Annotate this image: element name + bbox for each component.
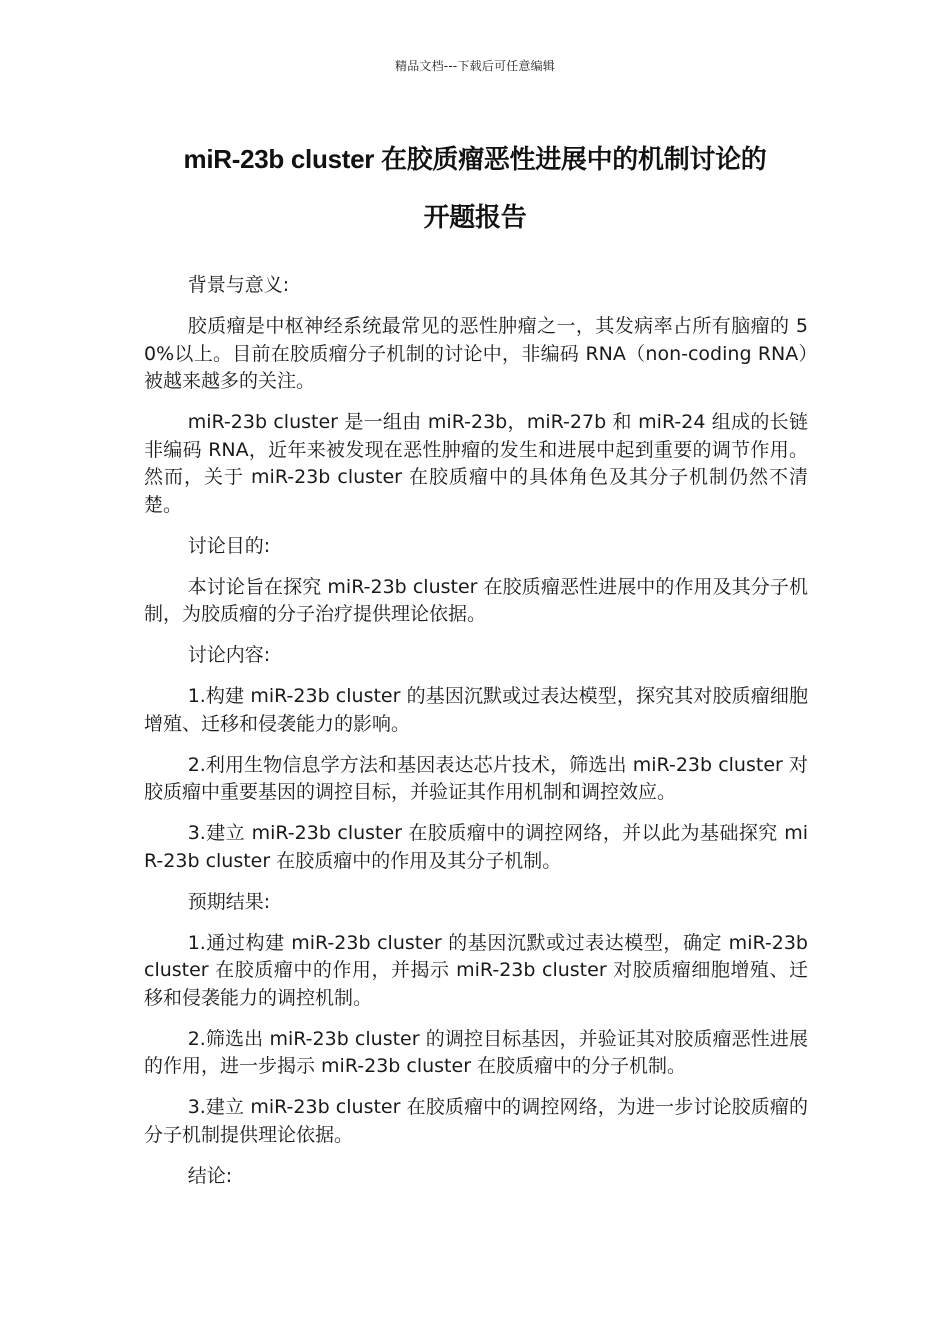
paragraph-results-1: 1.通过构建 miR-23b cluster 的基因沉默或过表达模型，确定 miR-23b cluster 在胶质瘤中的作用，并揭示 miR-23b cluster 对胶质瘤细胞增殖、迁移和侵袭能力的调控机制。 <box>144 931 808 1009</box>
paragraph-content-2: 2.利用生物信息学方法和基因表达芯片技术，筛选出 miR-23b cluster 对胶质瘤中重要基因的调控目标，并验证其作用机制和调控效应。 <box>144 753 808 803</box>
section-heading-purpose: 讨论目的: <box>187 534 271 557</box>
paragraph-results-2: 2.筛选出 miR-23b cluster 的调控目标基因，并验证其对胶质瘤恶性进展的作用，进一步揭示 miR-23b cluster 在胶质瘤中的分子机制。 <box>144 1027 808 1077</box>
document-title-line-2: 开题报告 <box>423 202 527 232</box>
section-heading-content: 讨论内容: <box>187 644 271 666</box>
document-header-note: 精品文档---下载后可任意编辑 <box>395 59 555 73</box>
paragraph-content-1: 1.构建 miR-23b cluster 的基因沉默或过表达模型，探究其对胶质瘤细胞增殖、迁移和侵袭能力的影响。 <box>144 685 808 735</box>
paragraph-results-3: 3.建立 miR-23b cluster 在胶质瘤中的调控网络，为进一步讨论胶质瘤的分子机制提供理论依据。 <box>144 1096 808 1146</box>
section-heading-background: 背景与意义: <box>187 274 290 296</box>
document-title-line-1: miR-23b cluster 在胶质瘤恶性进展中的机制讨论的 <box>183 144 767 174</box>
section-heading-conclusion: 结论: <box>187 1164 233 1187</box>
paragraph-content-3: 3.建立 miR-23b cluster 在胶质瘤中的调控网络，并以此为基础探究 miR-23b cluster 在胶质瘤中的作用及其分子机制。 <box>144 822 808 872</box>
section-heading-results: 预期结果: <box>187 890 271 913</box>
paragraph-purpose-1: 本讨论旨在探究 miR-23b cluster 在胶质瘤恶性进展中的作用及其分子机制，为胶质瘤的分子治疗提供理论依据。 <box>144 575 808 625</box>
document-body <box>144 272 808 1204</box>
paragraph-background-2: miR-23b cluster 是一组由 miR-23b，miR-27b 和 miR-24 组成的长链非编码 RNA，近年来被发现在恶性肿瘤的发生和进展中起到重要的调节作用。然而，关于 miR-23b cluster 在胶质瘤中的具体角色及其分子机制仍然不清楚。 <box>144 411 808 516</box>
paragraph-background-1: 胶质瘤是中枢神经系统最常见的恶性肿瘤之一，其发病率占所有脑瘤的 50%以上。目前在胶质瘤分子机制的讨论中，非编码 RNA（non-coding RNA）被越来越多的关注。 <box>144 315 808 392</box>
